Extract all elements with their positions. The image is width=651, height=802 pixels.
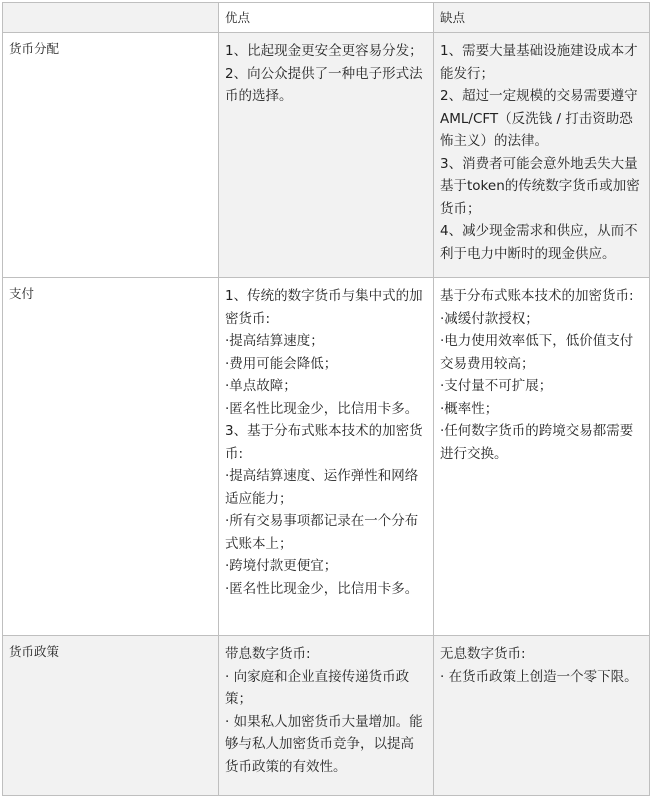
- pros-line: · 向家庭和企业直接传递货币政策；: [225, 668, 410, 707]
- cons-line: ·支付量不可扩展；: [440, 378, 553, 394]
- pros-line: ·费用可能会降低；: [225, 355, 338, 372]
- header-pros-cell: 优点: [219, 3, 434, 33]
- category-cell: 货币分配: [3, 33, 219, 278]
- cons-cell: [434, 636, 650, 796]
- cons-line: ·减缓付款授权；: [440, 310, 539, 327]
- table-row: [3, 278, 650, 636]
- pros-cell: [219, 636, 434, 796]
- pros-line: 1、传统的数字货币与集中式的加密货币:: [225, 288, 423, 327]
- pros-cons-table: [2, 2, 650, 796]
- header-cons-cell: 缺点: [434, 3, 650, 33]
- pros-line: ·匿名性比现金少，比信用卡多。: [225, 400, 419, 417]
- pros-line: · 如果私人加密货币大量增加。能够与私人加密货币竞争，以提高货币政策的有效性。: [225, 713, 423, 775]
- pros-line: ·跨境付款更便宜；: [225, 558, 338, 574]
- table-row: [3, 636, 650, 796]
- pros-line: 1、比起现金更安全更容易分发；: [225, 43, 423, 59]
- pros-line: ·单点故障；: [225, 378, 297, 394]
- cons-cell: [434, 33, 650, 278]
- pros-line: ·所有交易事项都记录在一个分布式账本上；: [225, 513, 419, 552]
- category-cell: 货币政策: [3, 636, 219, 796]
- cons-line: 1、需要大量基础设施建设成本才能发行；: [440, 43, 638, 82]
- pros-line: ·提高结算速度；: [225, 333, 324, 349]
- pros-line: 3、基于分布式账本技术的加密货币:: [225, 423, 423, 462]
- cons-line: 4、减少现金需求和供应，从而不利于电力中断时的现金供应。: [440, 223, 638, 262]
- cons-line: · 在货币政策上创造一个零下限。: [440, 668, 638, 685]
- table-row: [3, 33, 650, 278]
- cons-line: ·电力使用效率低下，低价值支付交易费用较高；: [440, 333, 634, 372]
- header-row: [3, 3, 650, 33]
- pros-line: 带息数字货币:: [225, 646, 311, 662]
- cons-line: 无息数字货币:: [440, 646, 526, 662]
- pros-cell: [219, 278, 434, 636]
- cons-line: ·概率性；: [440, 400, 499, 417]
- pros-line: ·提高结算速度、运作弹性和网络适应能力；: [225, 468, 419, 507]
- header-blank-cell: [3, 3, 219, 33]
- pros-line: ·匿名性比现金少，比信用卡多。: [225, 580, 419, 597]
- cons-cell: [434, 278, 650, 636]
- pros-line: 2、向公众提供了一种电子形式法币的选择。: [225, 65, 423, 104]
- cons-line: 2、超过一定规模的交易需要遵守AML/CFT（反洗钱 / 打击资助恐怖主义）的法律。: [440, 88, 638, 149]
- cons-line: ·任何数字货币的跨境交易都需要进行交换。: [440, 423, 634, 462]
- cons-line: 3、消费者可能会意外地丢失大量基于token的传统数字货币或加密货币；: [440, 155, 640, 217]
- category-cell: 支付: [3, 278, 219, 636]
- cons-line: 基于分布式账本技术的加密货币:: [440, 288, 634, 304]
- pros-cell: [219, 33, 434, 278]
